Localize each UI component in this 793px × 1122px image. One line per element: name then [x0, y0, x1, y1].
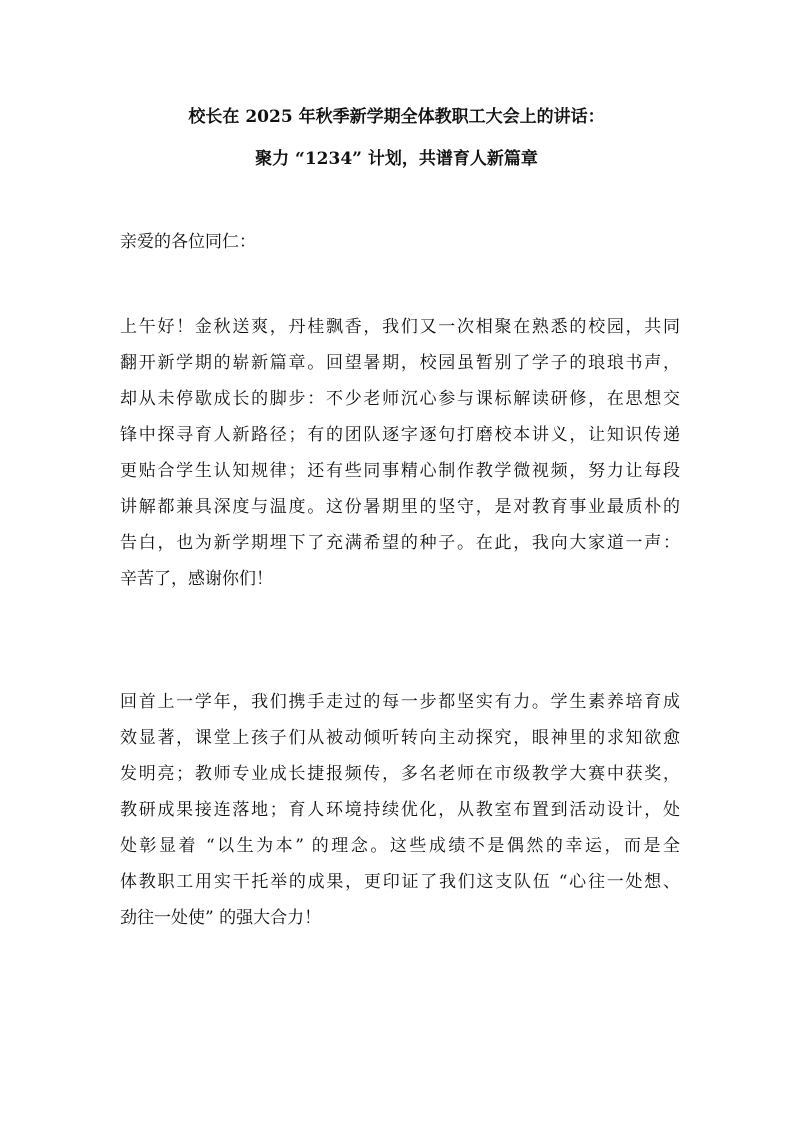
- paragraph-line: 劲往一处使” 的强大合力！: [120, 908, 322, 928]
- paragraph-line: 告白，也为新学期埋下了充满希望的种子。在此，我向大家道一声：: [120, 533, 680, 553]
- paragraph-line: 翻开新学期的崭新篇章。回望暑期，校园虽暂别了学子的琅琅书声，: [120, 353, 680, 373]
- title-line-2: 聚力 “1234” 计划，共谱育人新篇章: [255, 149, 538, 169]
- paragraph-line: 处彰显着 “以生为本” 的理念。这些成绩不是偶然的幸运，而是全: [120, 836, 680, 856]
- paragraph-line: 上午好！金秋送爽，丹桂飘香，我们又一次相聚在熟悉的校园，共同: [120, 317, 680, 337]
- paragraph-line: 效显著，课堂上孩子们从被动倾听转向主动探究，眼神里的求知欲愈: [120, 728, 680, 748]
- paragraph-line: 更贴合学生认知规律；还有些同事精心制作教学微视频，努力让每段: [120, 461, 680, 481]
- paragraph-line: 教研成果接连落地；育人环境持续优化，从教室布置到活动设计，处: [120, 800, 680, 820]
- title-line-1: 校长在 2025 年秋季新学期全体教职工大会上的讲话：: [188, 107, 605, 127]
- paragraph-greeting: [120, 309, 680, 597]
- salutation: 亲爱的各位同仁：: [120, 232, 256, 252]
- paragraph-line: 锋中探寻育人新路径；有的团队逐字逐句打磨校本讲义，让知识传递: [120, 425, 680, 445]
- paragraph-line: 体教职工用实干托举的成果，更印证了我们这支队伍 “心往一处想、: [120, 872, 680, 892]
- paragraph-line: 辛苦了，感谢你们！: [120, 569, 273, 589]
- paragraph-review: [120, 684, 680, 936]
- paragraph-line: 讲解都兼具深度与温度。这份暑期里的坚守，是对教育事业最质朴的: [120, 497, 680, 517]
- paragraph-line: 却从未停歇成长的脚步：不少老师沉心参与课标解读研修，在思想交: [120, 389, 680, 409]
- paragraph-line: 发明亮；教师专业成长捷报频传，多名老师在市级教学大赛中获奖，: [120, 764, 680, 784]
- paragraph-line: 回首上一学年，我们携手走过的每一步都坚实有力。学生素养培育成: [120, 692, 680, 712]
